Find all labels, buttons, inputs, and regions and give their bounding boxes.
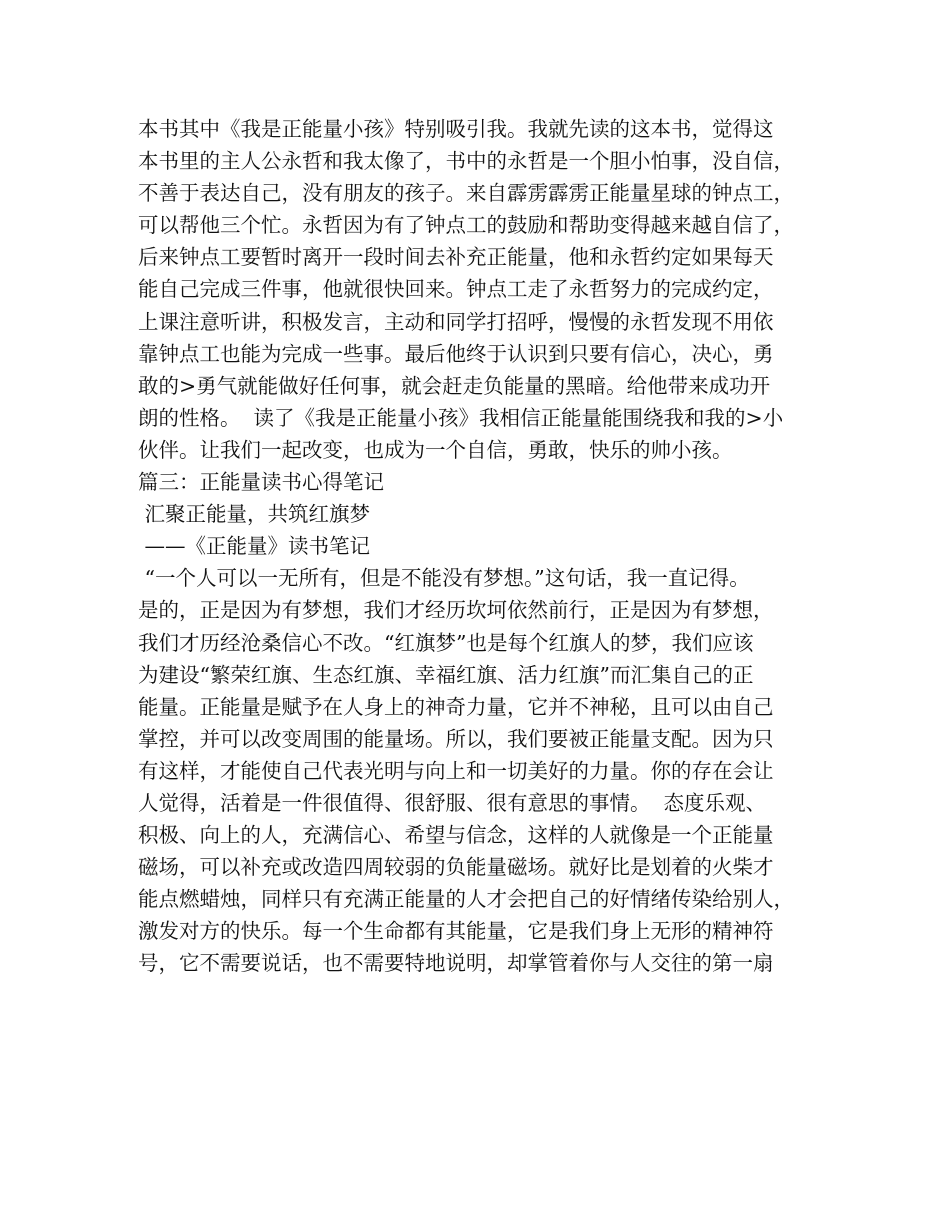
text-line: 本书其中《我是正能量小孩》特别吸引我。我就先读的这本书，觉得这 [138, 117, 774, 141]
text-line: 靠钟点工也能为完成一些事。最后他终于认识到只要有信心，决心，勇 [138, 341, 774, 366]
text-line: 可以帮他三个忙。永哲因为有了钟点工的鼓励和帮助变得越来越自信了， [138, 213, 794, 238]
text-line: 朗的性格。 读了《我是正能量小孩》我相信正能量能围绕我和我的>小 [138, 405, 784, 430]
text-line: 能自己完成三件事，他就很快回来。钟点工走了永哲努力的完成约定， [138, 277, 774, 302]
text-line: 积极、向上的人，充满信心、希望与信念，这样的人就像是一个正能量 [138, 823, 774, 848]
text-line: 本书里的主人公永哲和我太像了，书中的永哲是一个胆小怕事，没自信， [138, 149, 794, 174]
text-line: 上课注意听讲，积极发言，主动和同学打招呼，慢慢的永哲发现不用依 [138, 309, 774, 334]
text-line: 是的，正是因为有梦想，我们才经历坎坷依然前行，正是因为有梦想， [138, 598, 774, 623]
text-line: 不善于表达自己，没有朋友的孩子。来自霹雳霹雳正能量星球的钟点工， [138, 181, 794, 206]
section-heading: 篇三：正能量读书心得笔记 [138, 470, 384, 495]
document-body-text [138, 113, 838, 980]
text-line: 能量。正能量是赋予在人身上的神奇力量，它并不神秘，且可以由自己 [138, 694, 774, 719]
text-line: 为建设“繁荣红旗、生态红旗、幸福红旗、活力红旗”而汇集自己的正 [138, 662, 754, 687]
text-line: 能点燃蜡烛，同样只有充满正能量的人才会把自己的好情绪传染给别人， [138, 887, 794, 912]
text-line: 号，它不需要说话，也不需要特地说明，却掌管着你与人交往的第一扇 [138, 951, 774, 976]
article-title: 汇聚正能量，共筑红旗梦 [138, 502, 371, 527]
text-line: 掌控，并可以改变周围的能量场。所以，我们要被正能量支配。因为只 [138, 726, 774, 751]
text-line: 后来钟点工要暂时离开一段时间去补充正能量，他和永哲约定如果每天 [138, 245, 774, 270]
text-line: 我们才历经沧桑信心不改。“红旗梦”也是每个红旗人的梦，我们应该 [138, 630, 754, 655]
text-line: 敢的>勇气就能做好任何事，就会赶走负能量的黑暗。给他带来成功开 [138, 373, 771, 398]
text-line: 激发对方的快乐。每一个生命都有其能量，它是我们身上无形的精神符 [138, 919, 774, 944]
text-line: 伙伴。让我们一起改变，也成为一个自信，勇敢，快乐的帅小孩。 [138, 437, 733, 462]
text-line: 有这样，才能使自己代表光明与向上和一切美好的力量。你的存在会让 [138, 758, 774, 783]
text-line: “一个人可以一无所有，但是不能没有梦想。”这句话，我一直记得。 [138, 566, 750, 591]
text-line: 磁场，可以补充或改造四周较弱的负能量磁场。就好比是划着的火柴才 [138, 855, 774, 880]
text-line: 人觉得，活着是一件很值得、很舒服、很有意思的事情。 态度乐观、 [138, 790, 767, 815]
article-subtitle: ——《正能量》读书笔记 [138, 534, 371, 559]
